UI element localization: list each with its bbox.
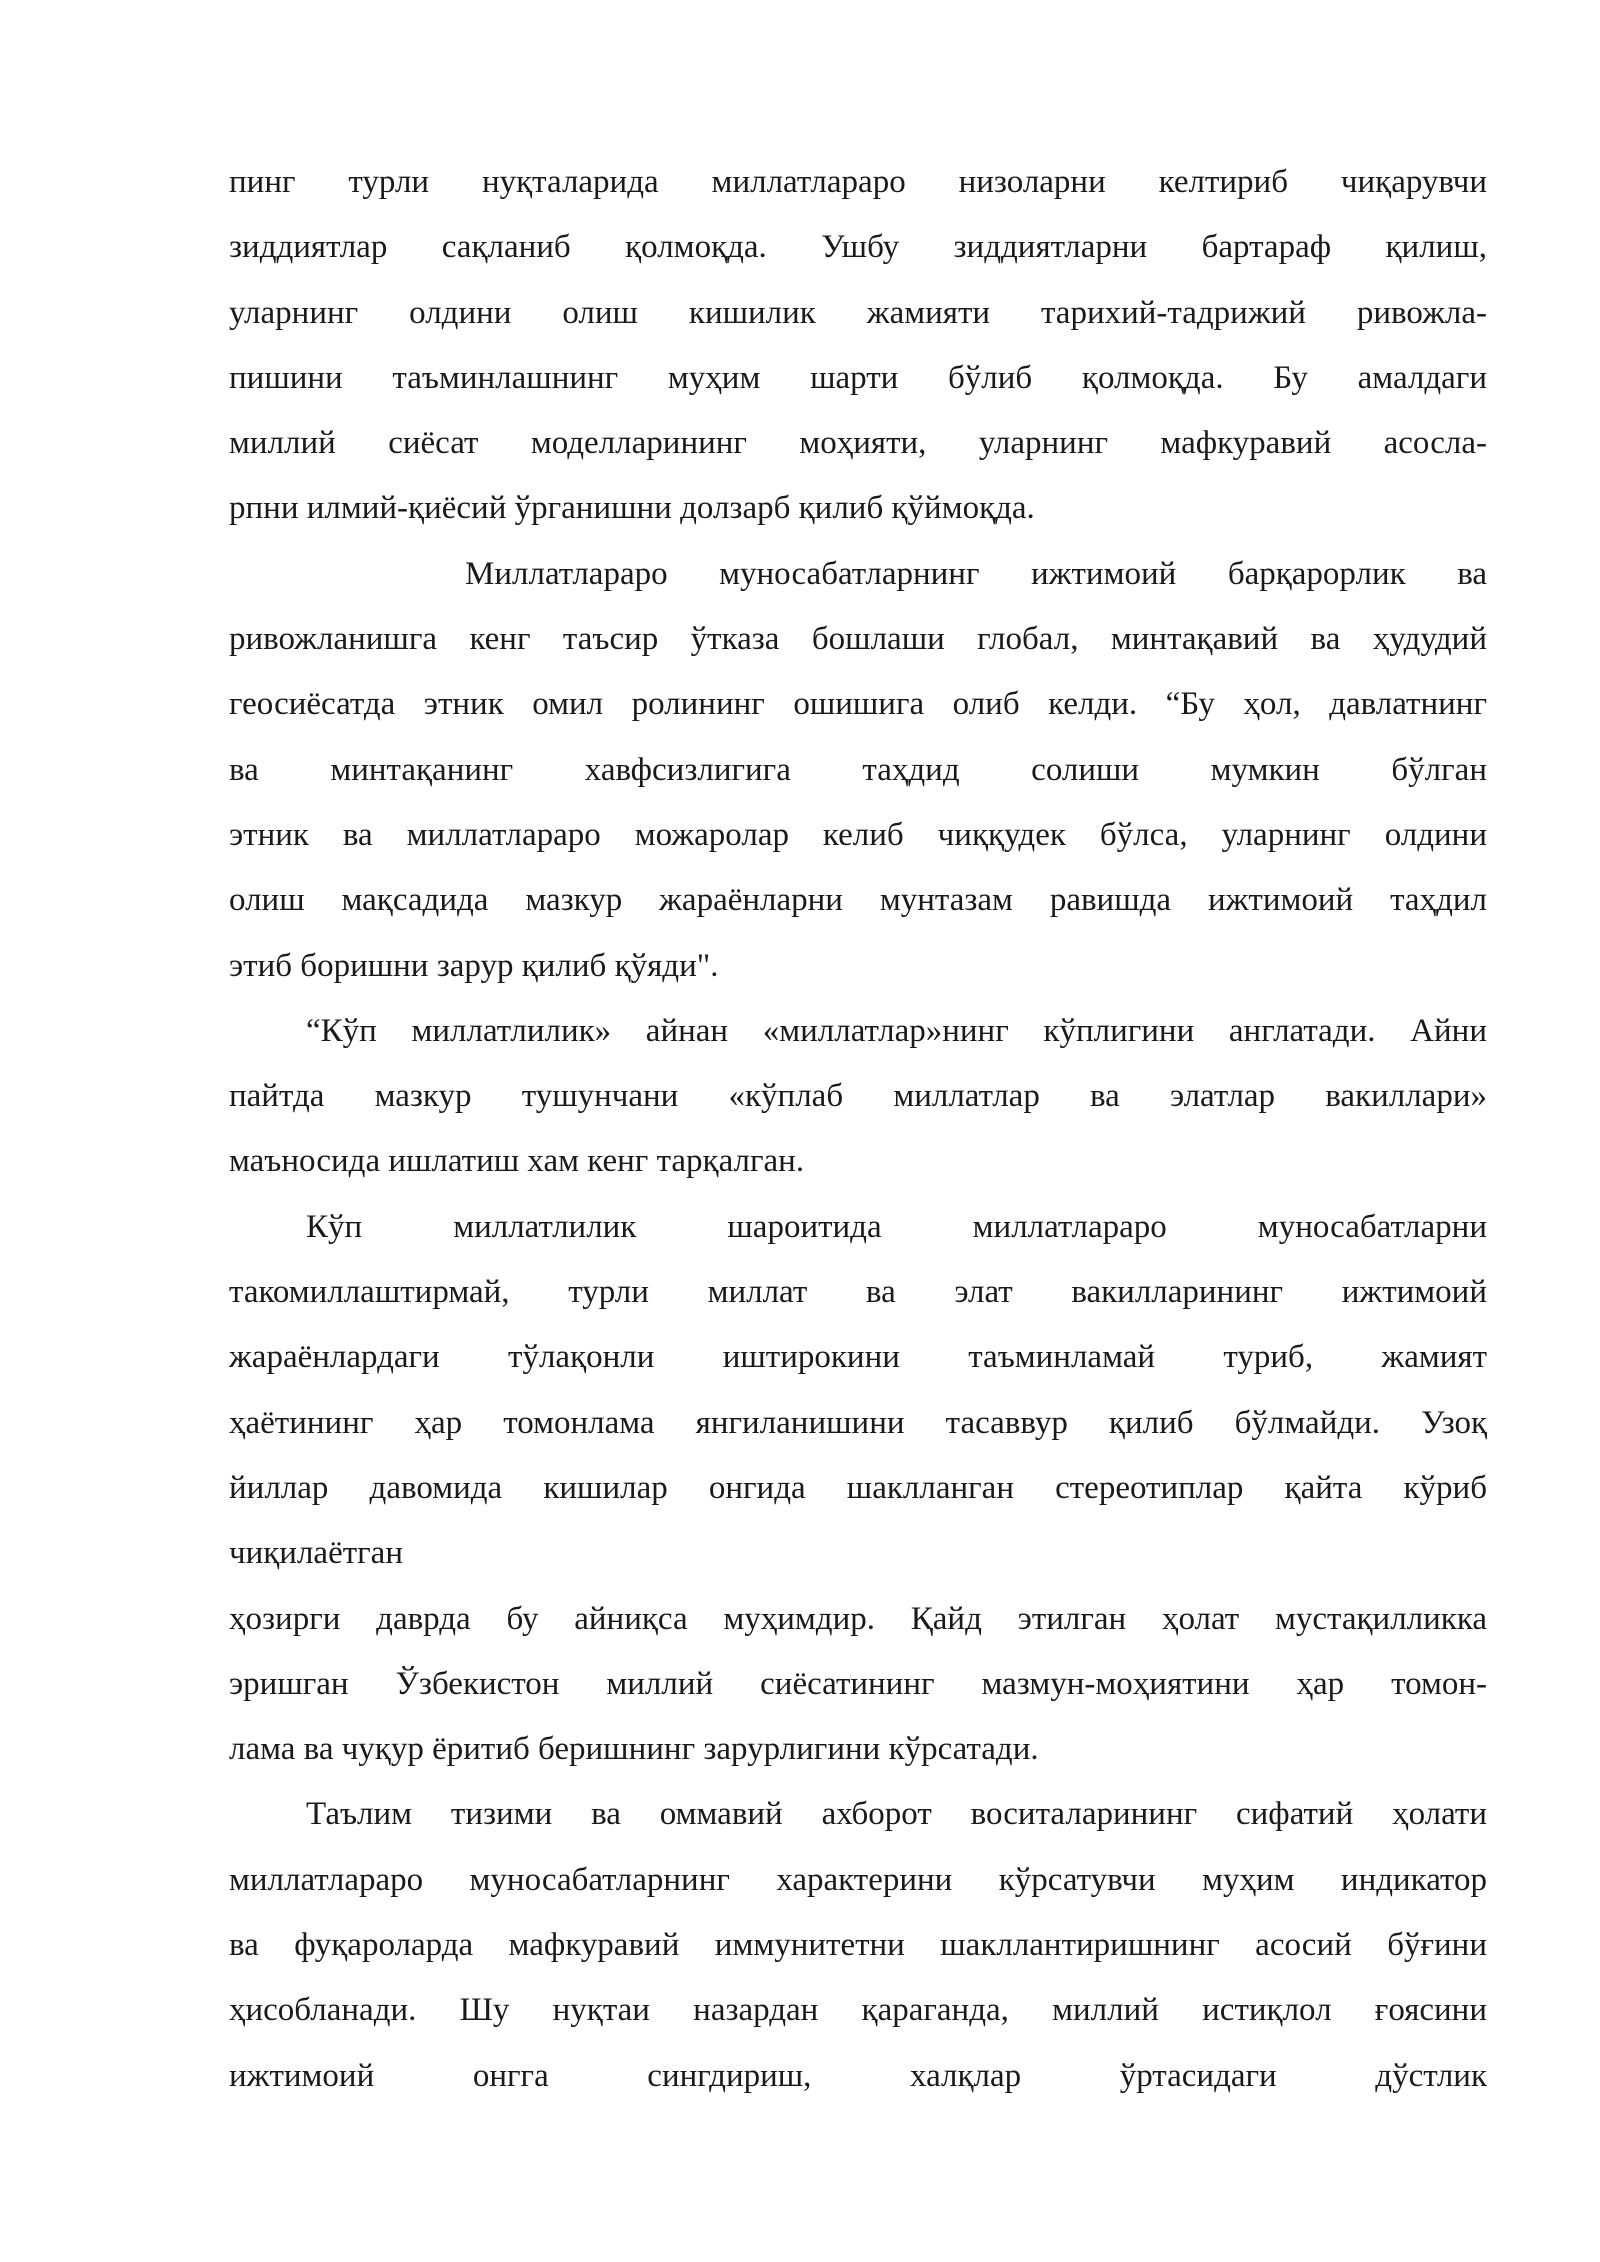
text-line: миллий сиёсат моделларининг моҳияти, уларнинг мафкуравий асосла- (229, 425, 1487, 462)
text-line: уларнинг олдини олиш кишилик жамияти тарихий-тадрижий ривожла- (229, 294, 1487, 331)
body-text (229, 150, 1487, 2109)
text-line: пинг турли нуқталарида миллатлараро низоларни келтириб чиқарувчи (229, 164, 1487, 200)
text-line: “Кўп миллатлилик» айнан «миллатлар»нинг кўплигини англатади. Айни (306, 1012, 1487, 1049)
text-line: йиллар давомида кишилар онгида шаклланган стереотиплар қайта кўриб (229, 1469, 1487, 1506)
text-line: ва минтақанинг хавфсизлигига таҳдид солиши мумкин бўлган (229, 751, 1487, 788)
text-line: маъносида ишлатиш хам кенг тарқалган. (229, 1143, 805, 1180)
text-line: ривожланишга кенг таъсир ўтказа бошлаши глобал, минтақавий ва ҳудудий (229, 621, 1487, 658)
text-line: Миллатлараро муносабатларнинг ижтимоий барқарорлик ва (465, 555, 1487, 592)
text-line: чиқилаётган (229, 1535, 403, 1572)
text-line: ҳозирги даврда бу айниқса муҳимдир. Қайд этилган ҳолат мустақилликка (229, 1600, 1487, 1637)
text-line: пайтда мазкур тушунчани «кўплаб миллатлар ва элатлар вакиллари» (229, 1078, 1487, 1115)
text-line: эришган Ўзбекистон миллий сиёсатининг мазмун-моҳиятини ҳар томон- (229, 1665, 1487, 1702)
text-line: пишини таъминлашнинг муҳим шарти бўлиб қолмоқда. Бу амалдаги (229, 359, 1487, 396)
text-line: этиб боришни зарур қилиб қўяди". (229, 947, 719, 984)
text-line: ҳисобланади. Шу нуқтаи назардан қараганда, миллий истиқлол ғоясини (229, 1992, 1487, 2029)
text-line: такомиллаштирмай, турли миллат ва элат вакилларининг ижтимоий (229, 1274, 1487, 1311)
text-line: жараёнлардаги тўлақонли иштирокини таъминламай туриб, жамият (229, 1339, 1487, 1376)
text-line: Кўп миллатлилик шароитида миллатлараро муносабатларни (306, 1208, 1487, 1245)
text-line: Таълим тизими ва оммавий ахборот воситаларининг сифатий ҳолати (306, 1796, 1487, 1833)
text-line: ижтимоий онгга сингдириш, халқлар ўртасидаги дўстлик (229, 2057, 1487, 2094)
text-line: ва фуқароларда мафкуравий иммунитетни шакллантиришнинг асосий бўғини (229, 1927, 1487, 1964)
text-line: миллатлараро муносабатларнинг характерини кўрсатувчи муҳим индикатор (229, 1861, 1487, 1898)
text-line: этник ва миллатлараро можаролар келиб чиққудек бўлса, уларнинг олдини (229, 816, 1487, 853)
text-line: рпни илмий-қиёсий ўрганишни долзарб қилиб қўймоқда. (229, 490, 1035, 527)
text-line: олиш мақсадида мазкур жараёнларни мунтазам равишда ижтимоий таҳдил (229, 882, 1487, 919)
text-line: геосиёсатда этник омил ролининг ошишига олиб келди. “Бу ҳол, давлатнинг (229, 686, 1487, 723)
text-line: лама ва чуқур ёритиб беришнинг зарурлигини кўрсатади. (229, 1731, 1039, 1768)
text-line: зиддиятлар сақланиб қолмоқда. Ушбу зиддиятларни бартараф қилиш, (229, 229, 1487, 266)
text-line: ҳаётининг ҳар томонлама янгиланишини тасаввур қилиб бўлмайди. Узоқ (229, 1404, 1487, 1441)
